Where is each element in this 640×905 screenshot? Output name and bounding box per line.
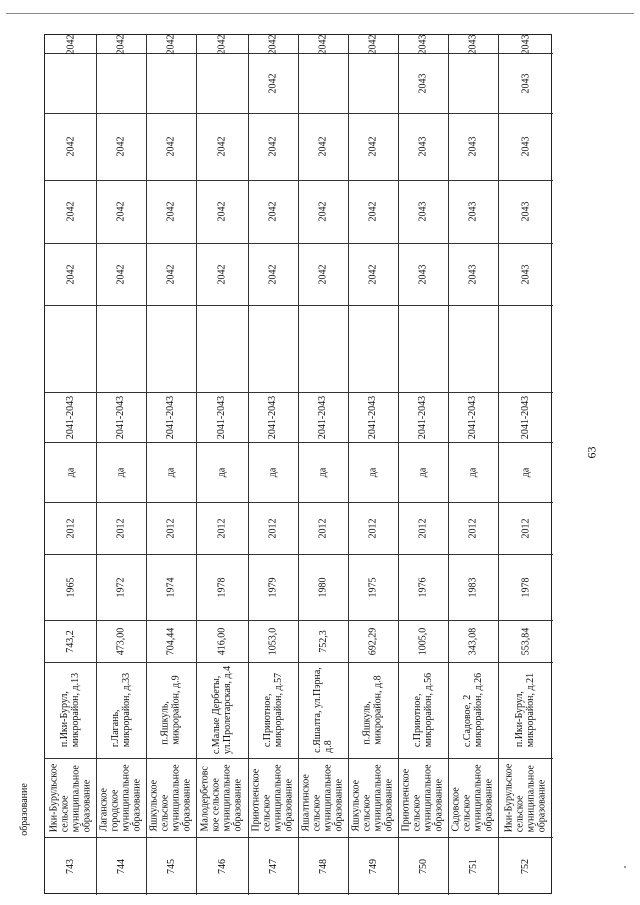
table-cell-c12 [498,113,553,180]
table-cell-text: 2012 [267,518,279,538]
table-cell-flag [398,442,448,502]
table-cell-text: да [367,467,379,477]
table-cell-num [45,837,96,895]
table-cell-text: 553,84 [520,627,531,655]
table-cell-year_2 [398,502,448,554]
table-cell-text: 2042 [317,264,329,284]
table-cell-c14 [146,35,196,53]
table-cell-c11 [96,180,146,243]
table-cell-c10 [196,243,248,305]
table-cell-text: п.Ики-Бурул, микрорайон, д.21 [514,672,537,748]
table-cell-text: с.Садовое, 2 микрорайон, д.26 [462,672,484,748]
table-cell-year_2 [498,502,553,554]
table-cell-period [96,392,146,442]
table-cell-c10 [398,243,448,305]
table-cell-text: 2043 [520,34,531,54]
table-cell-text: да [267,467,279,477]
table-cell-c14 [348,35,398,53]
table-cell-text: 2041-2043 [115,395,127,439]
table-cell-area [398,620,448,662]
table-cell-text: 743 [65,858,76,874]
table-cell-text: да [520,467,531,477]
table-cell-text: 2042 [317,34,329,54]
table-cell-text: 416,00 [216,627,228,655]
table-cell-text: 2012 [417,518,429,538]
table-cell-text: 2041-2043 [317,395,329,439]
table-cell-entity [248,758,298,837]
table-cell-text: 745 [165,858,177,874]
table-cell-text: да [417,467,429,477]
table-cell-c10 [498,243,553,305]
table-cell-text: 2042 [115,264,127,284]
table-cell-c13 [248,53,298,113]
table-cell-text: 2042 [115,201,127,222]
table-cell-year_2 [196,502,248,554]
table-cell-year_2 [248,502,298,554]
table-cell-text: 2043 [417,264,429,284]
table-cell-c14 [45,35,96,53]
table-cell-text: 2042 [165,136,177,157]
table-cell-flag [248,442,298,502]
table-cell-text: 2012 [467,518,479,538]
table-cell-text: Лаганское городское муниципальное образование [99,763,144,832]
table-cell-c14 [498,35,553,53]
table-cell-c12 [298,113,348,180]
table-cell-text: 473,00 [115,627,127,655]
table-cell-address [348,662,398,758]
table-cell-c12 [448,113,498,180]
table-cell-flag [146,442,196,502]
table-cell-period [146,392,196,442]
table-cell-text: 2042 [267,264,279,284]
table-cell-text: п.Ики-Бурул, микрорайон, д.13 [59,672,82,748]
table-cell-text: п.Яшкуль, микрорайон, д.9 [160,675,182,745]
table-cell-c11 [146,180,196,243]
table-cell-c10 [298,243,348,305]
table-cell-c11 [196,180,248,243]
table-cell-flag [298,442,348,502]
table-cell-text: 2042 [267,201,279,222]
table-cell-text: 2042 [115,136,127,157]
table-cell-text: 2042 [65,201,76,222]
table-cell-text: 743,2 [65,629,76,653]
table-cell-text: 2043 [417,73,429,93]
table-cell-c11 [248,180,298,243]
table-cell-c12 [96,113,146,180]
table-cell-text: да [165,467,177,477]
table-cell-text: 1980 [317,577,329,597]
table-cell-year_built [248,554,298,620]
table-cell-c12 [348,113,398,180]
table-cell-c13 [398,53,448,113]
table-cell-text: да [317,467,329,477]
table-cell-text: Ики-Бурульское сельское муниципальное образование [503,763,548,832]
table-cell-address [248,662,298,758]
table-cell-text: 2042 [267,136,279,157]
table-cell-text: 749 [367,858,379,874]
table-cell-text: 2042 [165,264,177,284]
table-cell-entity [96,758,146,837]
table-cell-text: 2041-2043 [165,395,177,439]
table-cell-text: Садовское сельское муниципальное образование [451,763,496,832]
table-cell-text: 2012 [65,518,76,538]
table-cell-c11 [448,180,498,243]
table-cell-c10 [448,243,498,305]
table-cell-num [196,837,248,895]
table-cell-c12 [398,113,448,180]
table-cell-text: 2042 [216,136,228,157]
table-cell-text: 692,29 [367,627,379,655]
table-cell-text: 748 [317,858,329,874]
table-cell-entity [348,758,398,837]
table-cell-c11 [298,180,348,243]
table-cell-text: 746 [216,858,228,874]
table-cell-text: 1974 [165,577,177,597]
table-cell-year_built [398,554,448,620]
table-cell-text: 2042 [367,136,379,157]
table-cell-text: да [467,467,479,477]
table-cell-text: Яшалтинское сельское муниципальное образование [301,763,346,832]
table-cell-year_built [146,554,196,620]
table-cell-address [196,662,248,758]
table-cell-area [96,620,146,662]
table-cell-year_2 [45,502,96,554]
data-table [18,34,552,894]
table-cell-text: 2041-2043 [520,395,531,439]
table-cell-c12 [248,113,298,180]
table-cell-c10 [248,243,298,305]
table-cell-text: 1983 [467,577,479,597]
table-cell-text: 2041-2043 [367,395,379,439]
table-cell-text: да [65,467,76,477]
table-cell-text: 747 [267,858,279,874]
page-number-text: 63 [584,446,599,458]
table-cell-address [45,662,96,758]
table-cell-flag [45,442,96,502]
table-cell-c14 [196,35,248,53]
table-cell-period [348,392,398,442]
table-cell-area [498,620,553,662]
table-cell-period [298,392,348,442]
table-cell-text: с.Приютное, микрорайон, д.56 [412,672,434,748]
table-cell-text: 1976 [417,577,429,597]
table-cell-c13 [498,53,553,113]
table-cell-year_2 [298,502,348,554]
table-cell-entity [196,758,248,837]
table-cell-c10 [348,243,398,305]
table-cell-c10 [96,243,146,305]
table-cell-c10 [45,243,96,305]
table-cell-area [146,620,196,662]
table-cell-c11 [45,180,96,243]
table-cell-flag [196,442,248,502]
table-cell-text: Малодербетовс кое сельское муниципальное образование [200,763,245,832]
table-cell-num [146,837,196,895]
carried-over-text [5,779,43,839]
table-cell-text: с.Яшалта, ул.Пэрна, д.8 [312,667,334,753]
table-cell-text: 1965 [65,577,76,597]
table-cell-text: Яшкульское сельское муниципальное образование [351,763,396,832]
table-cell-c11 [348,180,398,243]
table-cell-text: Ики-Бурульское сельское муниципальное образование [48,763,93,832]
table-cell-text: 2043 [417,34,429,54]
table-cell-text: 1972 [115,577,127,597]
table-cell-year_built [498,554,553,620]
table-cell-text: 2041-2043 [417,395,429,439]
table-cell-entity [298,758,348,837]
table-cell-num [298,837,348,895]
table-cell-text: 2042 [317,201,329,222]
table-cell-c14 [448,35,498,53]
table-cell-text: 2043 [467,136,479,157]
table-cell-num [248,837,298,895]
table-cell-text: 2012 [165,518,177,538]
table-cell-text: 750 [417,858,429,874]
table-cell-year_built [45,554,96,620]
table-cell-c10 [146,243,196,305]
table-cell-num [348,837,398,895]
table-cell-text: 2042 [216,264,228,284]
table-cell-num [498,837,553,895]
table-cell-text: 1975 [367,577,379,597]
table-cell-text: п.Яшкуль, микрорайон, д.8 [362,675,384,745]
table-cell-flag [348,442,398,502]
table-cell-address [298,662,348,758]
table-cell-c11 [398,180,448,243]
table-cell-c12 [196,113,248,180]
table-cell-text: 751 [467,858,479,874]
table-cell-c11 [498,180,553,243]
table-cell-text: 2043 [417,136,429,157]
table-cell-text: 2043 [520,136,531,157]
table-cell-area [45,620,96,662]
table-cell-text: 1978 [520,577,531,597]
table-cell-text: 2042 [65,264,76,284]
table-cell-text: 2042 [65,136,76,157]
table-cell-year_built [448,554,498,620]
table-cell-entity [498,758,553,837]
table-cell-text: 2043 [467,201,479,222]
table-cell-num [398,837,448,895]
table-cell-text: 2042 [267,34,279,54]
table-cell-period [498,392,553,442]
table-cell-text: 2041-2043 [65,395,76,439]
table-row-divider [45,305,553,306]
table-cell-text: 2041-2043 [267,395,279,439]
table-cell-year_2 [448,502,498,554]
table-cell-area [348,620,398,662]
table-cell-period [196,392,248,442]
table-cell-year_built [348,554,398,620]
table-cell-address [448,662,498,758]
table-cell-text: 2043 [417,201,429,222]
table-cell-text: 2043 [467,264,479,284]
page-number [582,442,602,462]
table-cell-text: Яшкульское сельское муниципальное образование [149,763,194,832]
table-cell-area [248,620,298,662]
table-cell-text: да [216,467,228,477]
table-cell-address [146,662,196,758]
table-cell-text: 2042 [267,73,279,93]
table-cell-text: 2043 [520,264,531,284]
carried-over-text-label: образование [18,782,30,836]
table-cell-flag [96,442,146,502]
table-cell-entity [398,758,448,837]
table-cell-c14 [398,35,448,53]
table-cell-text: 2042 [216,34,228,54]
table-cell-address [498,662,553,758]
table-cell-entity [146,758,196,837]
table-cell-c14 [248,35,298,53]
table-cell-text: 2012 [115,518,127,538]
table-cell-period [248,392,298,442]
table-cell-text: 2042 [367,201,379,222]
table-cell-text: 2012 [216,518,228,538]
table-cell-text: 752 [520,858,531,874]
table-cell-year_built [298,554,348,620]
table-cell-text: Приютненское сельское муниципальное образование [251,763,296,832]
table-cell-flag [498,442,553,502]
table-cell-area [448,620,498,662]
table-cell-text: 2041-2043 [216,395,228,439]
table-cell-c12 [45,113,96,180]
table-cell-year_2 [146,502,196,554]
table-cell-area [298,620,348,662]
table-cell-text: 2012 [520,518,531,538]
table-cell-text: 2042 [216,201,228,222]
table-cell-text: да [115,467,127,477]
table-cell-address [398,662,448,758]
table-cell-text: 2042 [367,264,379,284]
table-cell-text: 343,08 [467,627,479,655]
table-cell-text: г.Лагань, микрорайон, д.33 [110,672,132,748]
table-cell-year_built [196,554,248,620]
table-cell-text: 2043 [467,34,479,54]
table-cell-text: 2042 [165,34,177,54]
scan-speck [624,866,626,868]
table-cell-text: 1005,0 [417,627,429,655]
table-cell-text: 744 [115,858,127,874]
table-cell-c12 [146,113,196,180]
table-cell-year_2 [96,502,146,554]
table-cell-entity [448,758,498,837]
table-cell-text: с.Приютное, микрорайон, д.57 [262,672,284,748]
table-cell-text: 2043 [520,73,531,93]
table-cell-text: 2012 [367,518,379,538]
table-cell-text: 2042 [367,34,379,54]
table-cell-c14 [298,35,348,53]
table-cell-text: Приютненское сельское муниципальное образование [401,763,446,832]
table-cell-text: 1978 [216,577,228,597]
table-cell-period [45,392,96,442]
table-cell-text: 1979 [267,577,279,597]
table-cell-text: 2042 [317,136,329,157]
table-cell-c14 [96,35,146,53]
table-cell-year_2 [348,502,398,554]
table-cell-period [448,392,498,442]
table-cell-text: 2042 [65,34,76,54]
table-cell-address [96,662,146,758]
table-cell-text: 704,44 [165,627,177,655]
table-cell-num [448,837,498,895]
table-cell-flag [448,442,498,502]
table-cell-text: 2012 [317,518,329,538]
table-cell-text: 1053,0 [267,627,279,655]
table-cell-text: с.Малые Дербеты, ул.Пролетарская, д.4 [211,665,233,755]
table-cell-period [398,392,448,442]
table-cell-entity [45,758,96,837]
table-cell-text: 2043 [520,201,531,222]
table-cell-num [96,837,146,895]
table-cell-area [196,620,248,662]
table-cell-year_built [96,554,146,620]
table-cell-text: 752,3 [317,629,329,653]
table-cell-text: 2042 [165,201,177,222]
table-cell-text: 2042 [115,34,127,54]
table-cell-text: 2041-2043 [467,395,479,439]
